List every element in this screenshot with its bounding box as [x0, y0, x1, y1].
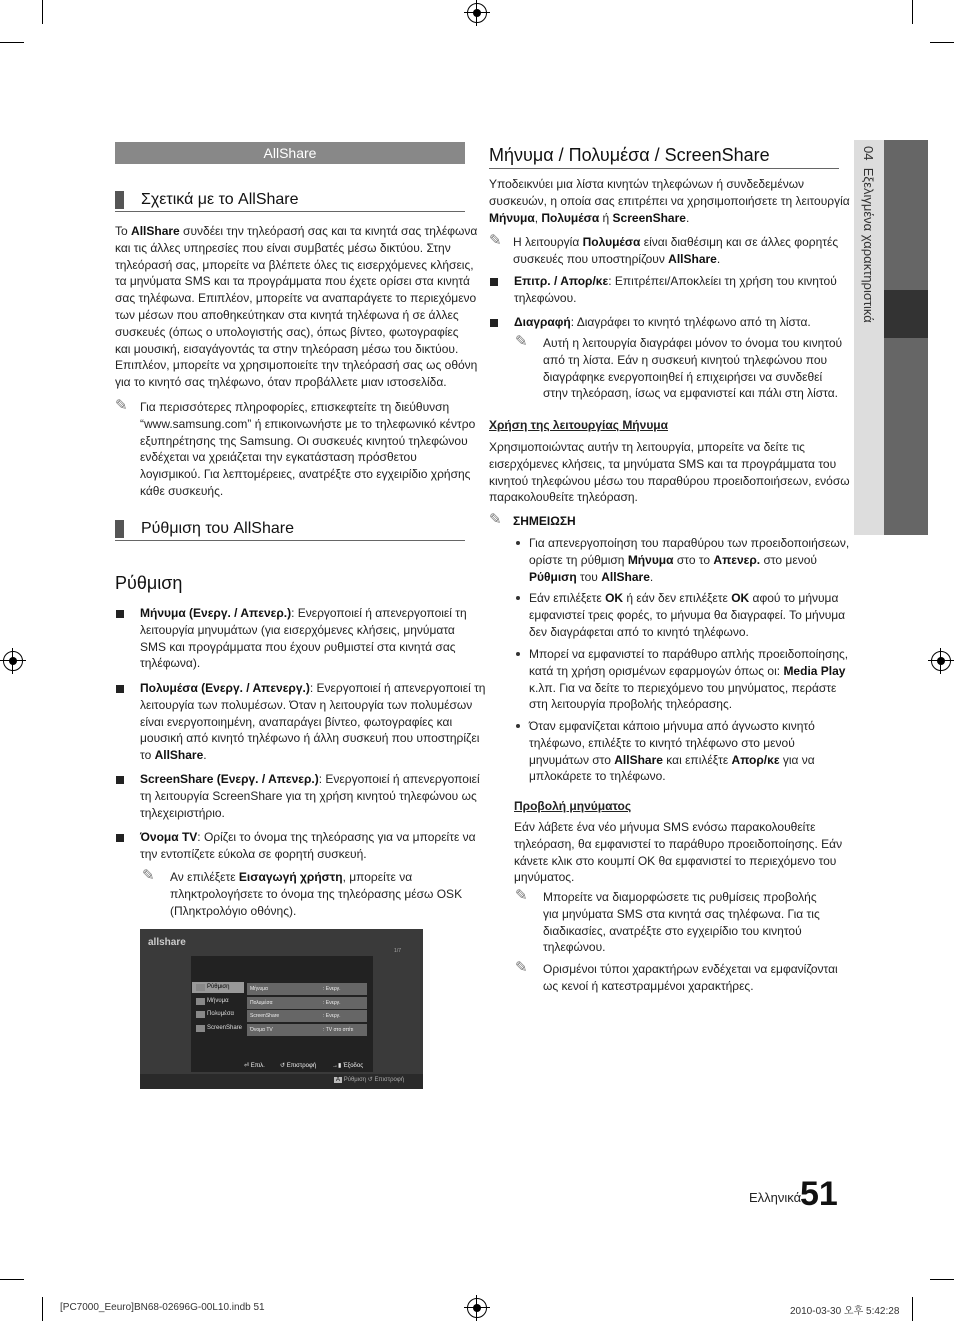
text-line: κάθε συσκευής.	[140, 483, 224, 498]
note-icon: ✎	[515, 959, 528, 976]
note-icon: ✎	[489, 511, 502, 528]
text-line: Μπορείτε να διαμορφώσετε τις ρυθμίσεις προβολής	[543, 890, 817, 904]
text-line: τη λειτουργία ScreenShare για τη χρήση κινητού τηλεφώνου ως	[140, 788, 477, 803]
bullet-dot	[516, 596, 520, 600]
crop-mark	[42, 1297, 43, 1321]
text-line: λειτουργία μηνυμάτων (για εισερχόμενες κλήσεις, μηνύματα	[140, 622, 455, 637]
text-line: Ορισμένοι τύποι χαρακτήρων ενδέχεται να εμφανίζονται	[543, 962, 838, 976]
text-line: κινητού τηλεφώνου μέσω του παραθύρου προειδοποιήσεων, ενόσω	[489, 473, 850, 488]
settings-item	[140, 829, 476, 863]
setting-value: : Ενεργ.	[323, 1013, 341, 1019]
text-line: Χρησιμοποιώντας αυτήν τη λειτουργία, μπορείτε να δείτε τις	[489, 440, 805, 454]
osd-setting-row[interactable]	[247, 997, 367, 1009]
text-line: Η λειτουργία Πολυμέσα είναι διαθέσιμη και σε άλλες φορητές	[513, 235, 839, 249]
text-line: Ρύθμιση του AllShare.	[529, 569, 654, 584]
text-line: ScreenShare (Ενεργ. / Απενερ.): Ενεργοποιεί ή απενεργοποιεί	[140, 772, 480, 786]
text-line: συσκευών, η οποία σας επιτρέπει να χρησιμοποιήσετε τη λειτουργία	[489, 193, 850, 208]
allow-item	[514, 273, 844, 307]
text-line: από τη λίστα. Εάν η συσκευή κινητού τηλεφώνου που	[543, 352, 828, 367]
osd-menu-item[interactable]	[192, 1023, 244, 1034]
text-line: Εάν επιλέξετε OK ή εάν δεν επιλέξετε OK αφού το μήνυμα	[529, 591, 839, 605]
text-line: ως κενοί ή κατεστραμμένοι χαρακτήρες.	[543, 978, 754, 993]
menu-item-label: Ρύθμιση	[207, 984, 230, 990]
about-heading: Σχετικά με το AllShare	[115, 191, 465, 213]
osd-menu-item[interactable]	[192, 982, 244, 993]
settings-item	[140, 771, 480, 821]
bullet-square	[116, 834, 124, 842]
text-line: Εάν λάβετε ένα νέο μήνυμα SMS ενόσω παρακολουθείτε	[514, 820, 816, 834]
note-icon: ✎	[489, 232, 502, 249]
text-line: τηλεόραση, θα εμφανιστεί το παράθυρο προειδοποίησης. Εάν	[514, 836, 843, 851]
intro-paragraph	[489, 176, 850, 226]
crop-mark	[42, 0, 43, 24]
osd-setting-row[interactable]	[247, 1010, 367, 1022]
bullet-square	[490, 319, 498, 327]
note-bullet	[529, 646, 849, 713]
setup-heading: Ρύθμιση του AllShare	[115, 520, 465, 542]
text-line: τηλέφωνο, επιλέξτε το κινητό τηλέφωνο στο μενού	[529, 735, 795, 750]
page-number: 51	[800, 1175, 838, 1213]
bullet-square	[116, 685, 124, 693]
osd-setting-row[interactable]	[247, 983, 367, 995]
section-banner: AllShare	[115, 142, 465, 164]
crop-mark	[912, 0, 913, 24]
delete-item	[514, 314, 844, 331]
crop-mark	[912, 1297, 913, 1321]
settings-heading: Ρύθμιση	[115, 573, 183, 593]
setting-name: Πολυμέσα	[250, 999, 273, 1006]
text-line: Το AllShare συνδέει την τηλεόρασή σας και τα κινητά σας τηλέφωνα	[115, 224, 478, 238]
text-line: Υποδεικνύει μια λίστα κινητών τηλεφώνων ή συνδεδεμένων	[489, 177, 805, 191]
text-line: εξυπηρέτησης της Samsung. Οι συσκευές κινητού τηλεφώνου	[140, 433, 468, 448]
settings-item	[140, 680, 486, 764]
text-line: δεν διαγράφεται από το κινητό τηλέφωνο.	[529, 624, 749, 639]
text-line: μουσική από κινητό τηλέφωνο ή άλλη συσκευή που υποστηρίζει	[140, 731, 480, 746]
menu-item-icon	[196, 998, 205, 1005]
text-line: μπλοκάρετε το τηλέφωνο.	[529, 769, 666, 784]
text-line: το AllShare.	[140, 748, 207, 763]
delete-note	[543, 335, 843, 402]
view-note-2	[543, 961, 843, 995]
text-line: Μήνυμα, Πολυμέσα ή ScreenShare.	[489, 210, 690, 225]
usage-heading: Χρήση της λειτουργίας Μήνυμα	[489, 418, 669, 432]
text-line: Αυτή η λειτουργία διαγράφει μόνον το όνομα του κινητού	[543, 336, 843, 350]
text-line: Όνομα TV: Ορίζει το όνομα της τηλεόρασης για να μπορείτε να	[140, 830, 476, 844]
text-line: λογισμικού. Για λεπτομέρειες, ανατρέξτε στο εγχειρίδιο χρήσης	[140, 467, 471, 482]
text-line: Διαγραφή: Διαγράφει το κινητό τηλέφωνο από τη λίστα.	[514, 315, 811, 329]
text-line: των μέσων που αποθηκεύτηκαν στα κινητά τηλέφωνα ή σε άλλες	[115, 307, 459, 322]
osd-menu-item[interactable]	[192, 996, 244, 1007]
bullet-square	[116, 776, 124, 784]
setting-value: : Ενεργ.	[323, 986, 341, 992]
view-paragraph	[514, 819, 844, 886]
text-line: είναι ενεργοποιημένη, αναπαράγει βίντεο, φωτογραφίες και	[140, 714, 453, 729]
text-line: τηλεφώνου.	[514, 290, 577, 305]
imprint-file: [PC7000_Eeuro]BN68-02696G-00L10.indb 51	[60, 1302, 265, 1313]
text-line: διαδικασίες, ανατρέξτε στο εγχειρίδιο του κινητού	[543, 923, 802, 938]
text-line: τηλεφώνου.	[543, 940, 606, 955]
note-bullet	[529, 590, 844, 640]
note-icon: ✎	[142, 867, 155, 884]
text-line: σας τηλέφωνα. Επιπλέον, μπορείτε να αναπαράγετε το περιεχόμενο	[115, 291, 477, 306]
text-line: συσκευές που υποστηρίζουν AllShare.	[513, 251, 721, 266]
registration-mark-icon	[467, 1298, 487, 1318]
tv-name-note	[170, 869, 470, 919]
right-heading: Μήνυμα / Πολυμέσα / ScreenShare	[489, 145, 839, 169]
view-heading: Προβολή μηνύματος	[514, 799, 632, 813]
crop-mark	[930, 42, 954, 43]
osd-menu-item[interactable]	[192, 1009, 244, 1020]
text-line: πληκτρολογήσετε το όνομα της τηλεόρασης μέσω OSK	[170, 886, 463, 901]
osd-bottom-hint: A Ρύθμιση ↺ Επιστροφή	[336, 1077, 405, 1083]
text-line: κ.λπ. Για να δείτε το περιεχόμενο του μηνύματος, περάστε	[529, 680, 837, 695]
text-line: Μήνυμα (Ενεργ. / Απενερ.): Ενεργοποιεί ή απενεργοποιεί τη	[140, 606, 467, 620]
text-line: και μουσική, εισαγάγοντάς τα στην τηλεόραση μέσω του δικτύου.	[115, 341, 459, 356]
text-line: παρακολουθείτε τηλεόραση.	[489, 490, 638, 505]
text-line: τηλεχειριστήριο.	[140, 805, 225, 820]
text-line: την εντοπίζετε εύκολα σε φορητή συσκευή.	[140, 846, 367, 861]
text-line: στη λειτουργία προβολής τηλεόρασης.	[529, 697, 733, 712]
text-line: Για απενεργοποίηση του παραθύρου των προειδοποιήσεων,	[529, 536, 850, 550]
osd-setting-row[interactable]	[247, 1024, 367, 1036]
osd-exit-hint: →▮ Έξοδος	[332, 1063, 364, 1069]
registration-mark-icon	[3, 651, 23, 671]
text-line: Για περισσότερες πληροφορίες, επισκεφτείτε τη διεύθυνση	[140, 400, 450, 414]
allshare-osd-screenshot	[140, 929, 423, 1089]
text-line: (Πληκτρολόγιο οθόνης).	[170, 903, 297, 918]
crop-mark	[930, 1279, 954, 1280]
text-line: κατά τη χρήση ορισμένων εφαρμογών όπως οι: Media Play	[529, 663, 846, 678]
text-line: λειτουργία των πολυμέσων. Όταν η λειτουργία των πολυμέσων	[140, 697, 473, 712]
note-icon: ✎	[115, 397, 128, 414]
osd-return-hint: ↺ Επιστροφή	[280, 1063, 317, 1069]
text-line: Μπορεί να εμφανιστεί το παράθυρο απλής προειδοποίησης,	[529, 647, 849, 661]
setting-value: : Ενεργ.	[323, 999, 341, 1006]
note-icon: ✎	[515, 887, 528, 904]
text-line: για το κινητό σας τηλέφωνο, όταν προβάλλετε μιαν ιστοσελίδα.	[115, 375, 447, 390]
note-icon: ✎	[515, 333, 528, 350]
note-bullet	[529, 535, 850, 585]
about-paragraph	[115, 223, 478, 391]
text-line: μηνύματος.	[514, 870, 575, 885]
setting-name: Μήνυμα	[250, 986, 268, 992]
about-note	[140, 399, 476, 500]
bullet-dot	[516, 724, 520, 728]
bullet-dot	[516, 652, 520, 656]
menu-item-label: Μήνυμα	[207, 997, 229, 1004]
note-bullet	[529, 718, 844, 785]
chapter-title: 04 Εξελιγμένα χαρακτηριστικά	[861, 146, 876, 323]
bullet-dot	[516, 541, 520, 545]
text-line: συσκευές (όπως ο υπολογιστής σας), όπως βίντεο, φωτογραφίες	[115, 324, 459, 339]
text-line: “www.samsung.com” ή επικοινωνήστε με το τηλεφωνικό κέντρο	[140, 416, 476, 431]
crop-mark	[0, 1279, 24, 1280]
setting-value: : TV στο σπίτι	[323, 1026, 354, 1033]
chapter-side-tab	[854, 140, 928, 535]
text-line: ορίστε τη ρύθμιση Μήνυμα στο το Απενερ. στο μενού	[529, 552, 817, 567]
text-line: Όταν εμφανίζεται κάποιο μήνυμα από άγνωστο κινητό	[529, 719, 815, 733]
menu-item-icon	[196, 1011, 205, 1018]
menu-item-icon	[196, 984, 205, 991]
text-line: και τις άλλες υπηρεσίες που είναι συμβατές μέσω δικτύου. Στην	[115, 240, 451, 255]
settings-item	[140, 605, 470, 672]
text-line: Αν επιλέξετε Εισαγωγή χρήστη, μπορείτε να	[170, 870, 413, 884]
text-line: ενδέχεται να χρειάζεται την εγκατάσταση πρόσθετου	[140, 450, 417, 465]
page-language: Ελληνικά	[749, 1190, 802, 1205]
registration-mark-icon	[931, 651, 951, 671]
text-line: τηλέφωνα).	[140, 656, 201, 671]
allshare-logo: allshare	[148, 937, 186, 948]
text-line: τα μηνύματα SMS και τα προγράμματα που έχετε ορίσει στα κινητά	[115, 274, 470, 289]
text-line: Πολυμέσα (Ενεργ. / Απενεργ.): Ενεργοποιεί ή απενεργοποιεί τη	[140, 681, 486, 695]
text-line: Επιτρ. / Απορ/κε: Επιτρέπει/Αποκλείει τη χρήση του κινητού	[514, 274, 837, 288]
osd-select-hint: ⏎ Επιλ.	[244, 1063, 265, 1069]
text-line: διαγράφηκε ενεργοποιηθεί ή επιχειρήσει να συνδεθεί	[543, 369, 823, 384]
usage-paragraph	[489, 439, 850, 506]
text-line: εισερχόμενες κλήσεις, τα μηνύματα SMS και τα προγράμματα του	[489, 456, 837, 471]
intro-note	[513, 234, 843, 268]
menu-item-label: ScreenShare	[207, 1024, 243, 1031]
setting-name: ScreenShare	[250, 1013, 280, 1019]
imprint-date: 2010-03-30 오후 5:42:28	[790, 1306, 900, 1317]
menu-item-icon	[196, 1025, 205, 1032]
osd-page-indicator: 1/7	[394, 948, 401, 954]
notes-label: ΣΗΜΕΙΩΣΗ	[513, 514, 576, 528]
text-line: SMS και προγράμματα που έχουν ρυθμιστεί στα κινητά σας	[140, 639, 456, 654]
text-line: για μηνύματα SMS στα κινητά σας τηλέφωνα. Για τις	[543, 906, 820, 921]
crop-mark	[0, 42, 24, 43]
setting-name: Όνομα TV	[250, 1026, 273, 1033]
text-line: εμφανιστεί τρεις φορές, το μήνυμα θα διαγραφεί. Το μήνυμα	[529, 607, 846, 622]
bullet-square	[116, 610, 124, 618]
text-line: τηλεόρασή σας, μπορείτε να βλέπετε όλες τις εισερχόμενες κλήσεις,	[115, 257, 474, 272]
bullet-square	[490, 278, 498, 286]
registration-mark-icon	[467, 3, 487, 23]
text-line: κάνετε κλικ στο κουμπί OK θα εμφανιστεί το περιεχόμενο του	[514, 853, 837, 868]
view-note-1	[543, 889, 843, 956]
text-line: στην τηλεόραση, ίσως να εμφανιστεί και πάλι στη λίστα.	[543, 386, 838, 401]
menu-item-label: Πολυμέσα	[207, 1011, 234, 1017]
text-line: Επιπλέον, μπορείτε να χρησιμοποιείτε την τηλεόρασή σας ως οθόνη	[115, 358, 478, 373]
text-line: μηνυμάτων στο AllShare και επιλέξτε Απορ/κε για να	[529, 752, 815, 767]
